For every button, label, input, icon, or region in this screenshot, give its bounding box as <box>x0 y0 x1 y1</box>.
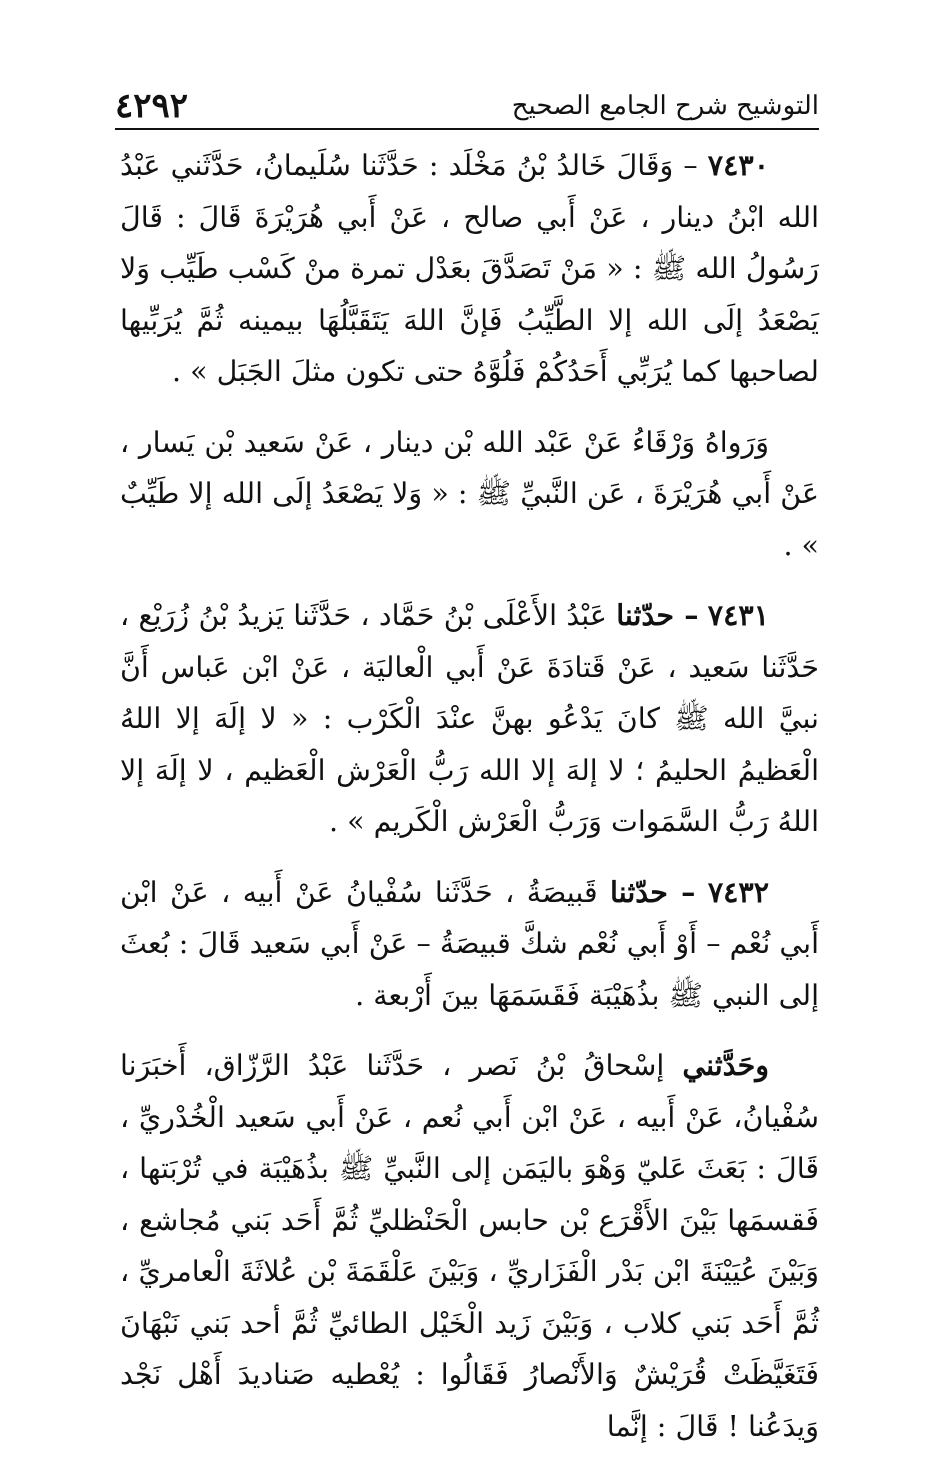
page-number: ٤٢٩٢ <box>115 86 189 126</box>
hadith-number: ٧٤٣٢ <box>707 874 770 909</box>
hadith-text: قَبيصَةُ ، حَدَّثَنا سُفْيانُ عَنْ أَبيه ، عَنْ ابْن أَبي نُعْم – أَوْ أَبي نُعْم شكَّ قبيصَةُ – عَنْ أَبي سَعيد قَالَ : بُعثَ إلى النبي ﷺ بذُهَيْبَة فَقَسَمَهَا بينَ أَرْبعة . <box>120 875 819 1012</box>
running-header <box>115 82 819 126</box>
hadith-lead: – حدّثنا <box>610 874 696 909</box>
narration-variant <box>120 417 819 572</box>
header-rule <box>115 128 819 130</box>
hadith-7431 <box>120 590 819 848</box>
hadith-number: ٧٤٣٠ <box>707 148 769 182</box>
hadith-lead: – حدّثنا <box>616 598 699 632</box>
page-body <box>120 140 819 1471</box>
running-title: التوشيح شرح الجامع الصحيح <box>511 91 819 121</box>
narration-text: وَرَواهُ وَرْقَاءُ عَنْ عَبْد الله بْن دينار ، عَنْ سَعيد بْن يَسار ، عَنْ أَبي هُرَيْرَةَ ، عَن النَّبيِّ ﷺ : « وَلا يَصْعَدُ إلَى الله إلا طَيِّبٌ » . <box>120 425 819 562</box>
hadith-number: ٧٤٣١ <box>707 598 770 632</box>
narration-lead: وحَدَّثني <box>682 1048 770 1082</box>
narration-continuation <box>120 1040 819 1452</box>
narration-text: إسْحاقُ بْنُ نَصر ، حَدَّثَنا عَبْدُ الرَّزّاق، أَخبَرَنا سُفْيانُ، عَنْ أَبيه ، عَنْ ابْن أَبي نُعم ، عَنْ أَبي سَعيد الْخُدْريِّ ، قَالَ : بَعَثَ عَليّ وَهْوَ باليَمَن إلى النَّبيِّ ﷺ بذُهَيْبَة في تُرْبَتها ، فَقسمَها بَيْنَ الأَقْرَع بْن حابس الْحَنْظليِّ ثُمَّ أَحَد بَني مُجاشع ، وَبَيْنَ عُيَيْنَةَ ابْن بَدْر الْفَزَاريِّ ، وَبَيْنَ عَلْقَمَةَ بْن عُلاثَةَ الْعامريِّ ، ثُمَّ أَحَد بَني كلاب ، وَبَيْنَ زَيد الْخَيْل الطائيِّ ثُمَّ أحد بَني نَبْهَانَ فَتَغَيَّظَتْ قُرَيْشٌ وَالأَنْصارُ فَقَالُوا : يُعْطيه صَناديدَ أَهْل نَجْد وَيدَعُنا ! قَالَ : إنَّما <box>120 1049 819 1443</box>
hadith-7430 <box>120 140 819 398</box>
hadith-text: – وَقَالَ خَالدُ بْنُ مَخْلَد : حَدَّثَنا سُلَيمانُ، حَدَّثَني عَبْدُ الله ابْنُ دينار ، عَنْ أَبي صالح ، عَنْ أَبي هُرَيْرَةَ قَالَ : قَالَ رَسُولُ الله ﷺ : « مَنْ تَصَدَّقَ بعَدْل تمرة منْ كَسْب طَيِّب وَلا يَصْعَدُ إلَى الله إلا الطَّيِّبُ فَإنَّ اللهَ يَتَقَبَّلُهَا بيمينه ثُمَّ يُرَبِّيها لصاحبها كما يُرَبِّي أَحَدُكُمْ فَلُوَّهُ حتى تكون مثلَ الجَبَل » . <box>120 149 819 388</box>
hadith-text: عَبْدُ الأَعْلَى بْنُ حَمَّاد ، حَدَّثَنا يَزيدُ بْنُ زُرَيْع ، حَدَّثَنا سَعيد ، عَنْ قَتادَةَ عَنْ أَبي الْعاليَة ، عَنْ ابْن عَباس أَنَّ نبيَّ الله ﷺ كانَ يَدْعُو بهنَّ عنْدَ الْكَرْب : « لا إلَهَ إلا اللهُ الْعَظيمُ الحليمُ ؛ لا إلهَ إلا الله رَبُّ الْعَرْش الْعَظيم ، لا إلَهَ إلا اللهُ رَبُّ السَّمَوات وَرَبُّ الْعَرْش الْكَريم » . <box>120 599 819 838</box>
hadith-7432 <box>120 867 819 1022</box>
